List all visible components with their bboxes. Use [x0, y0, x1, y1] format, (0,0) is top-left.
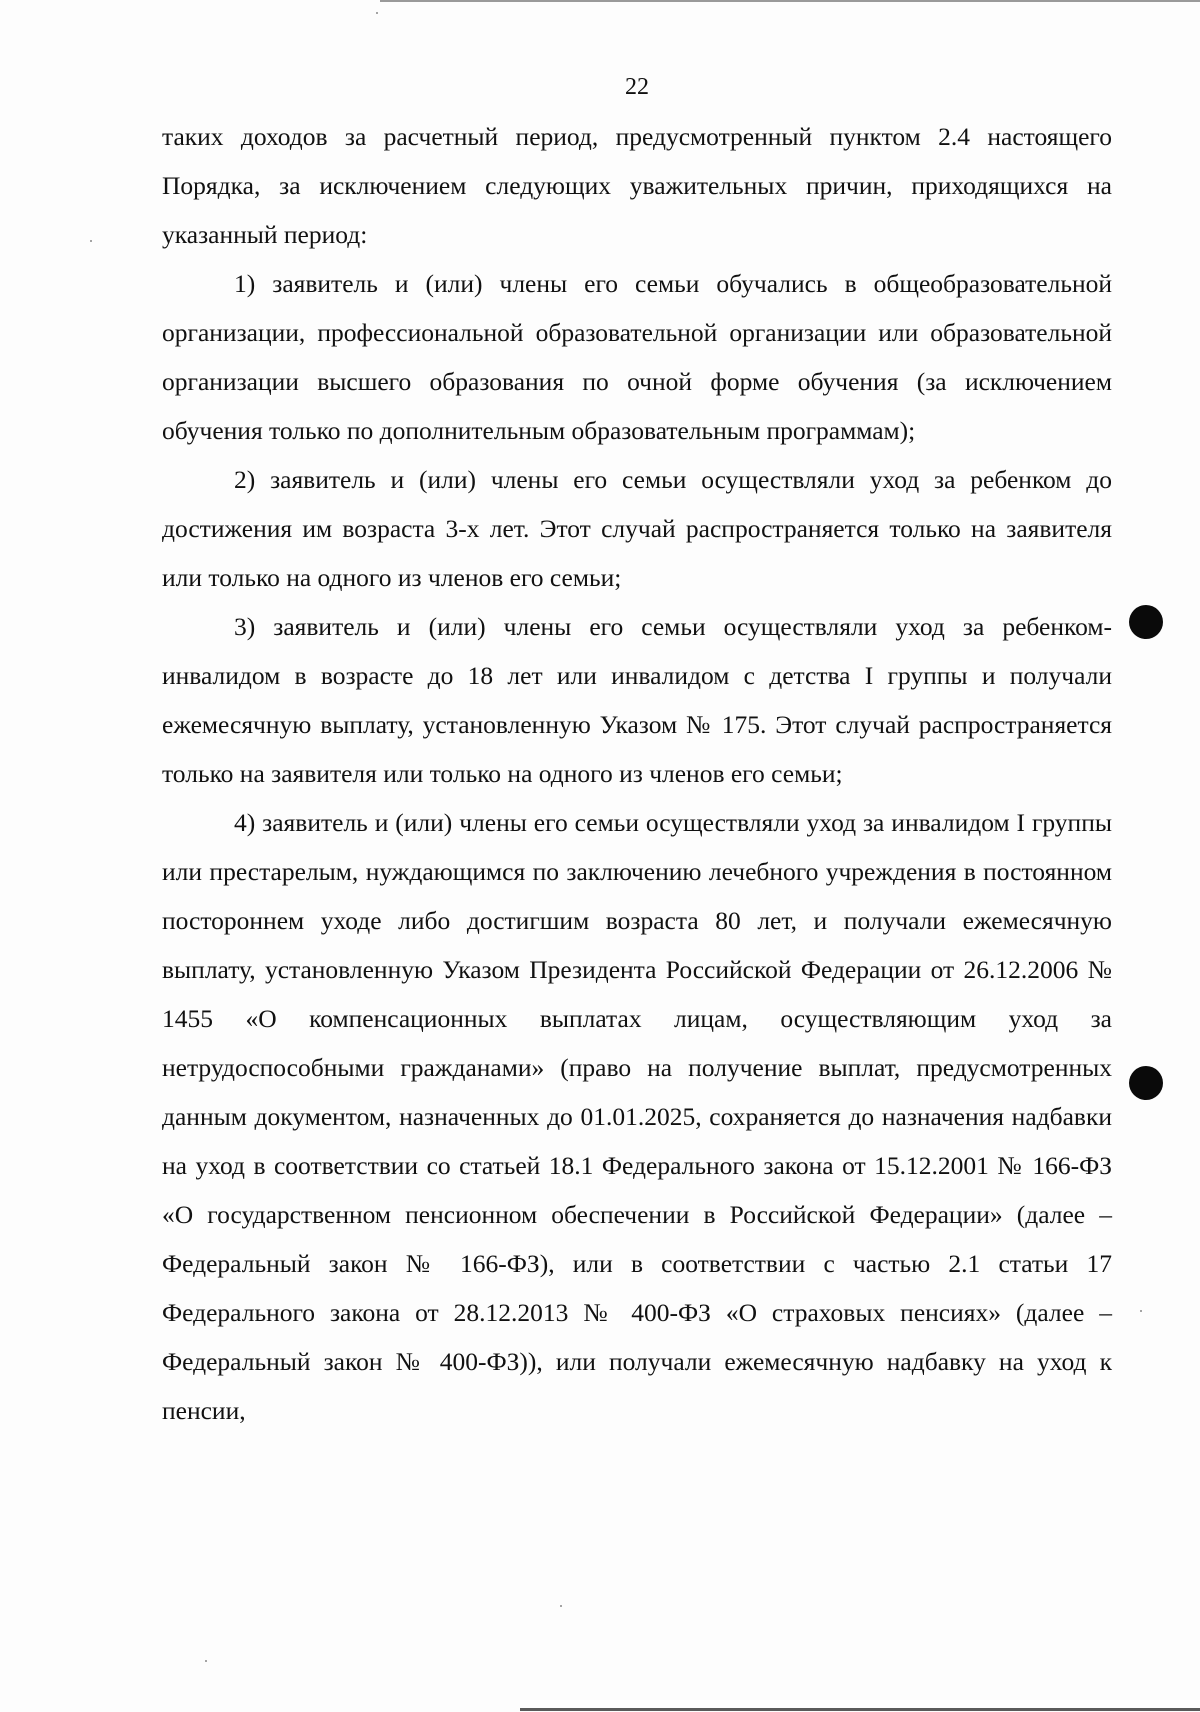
list-item-2: 2) заявитель и (или) члены его семьи осуществляли уход за ребенком до достижения им возраста 3-х лет. Этот случай распространяется только на заявителя или только на одного из членов его семьи;	[162, 465, 1112, 592]
list-item-1: 1) заявитель и (или) члены его семьи обучались в общеобразовательной организации, профессиональной образовательной организации или образовательной организации высшего образования по очной форме обучения (за исключением обучения только по дополнительным образовательным программам);	[162, 269, 1112, 445]
scan-edge-top	[380, 0, 1200, 2]
scan-speck	[90, 240, 92, 242]
paragraph-continuation: таких доходов за расчетный период, предусмотренный пунктом 2.4 настоящего Порядка, за исключением следующих уважительных причин, приходящихся на указанный период:	[162, 122, 1112, 249]
scan-speck	[560, 1605, 562, 1607]
punch-hole-icon	[1129, 1066, 1163, 1100]
list-item-4: 4) заявитель и (или) члены его семьи осуществляли уход за инвалидом I группы или престарелым, нуждающимся по заключению лечебного учреждения в постоянном постороннем уходе либо достигшим возраста 80 лет, и получали ежемесячную выплату, установленную Указом Президента Российской Федерации от 26.12.2006 № 1455 «О компенсационных выплатах лицам, осуществляющим уход за нетрудоспособными гражданами» (право на получение выплат, предусмотренных данным документом, назначенных до 01.01.2025, сохраняется до назначения надбавки на уход в соответствии со статьей 18.1 Федерального закона от 15.12.2001 № 166-ФЗ «О государственном пенсионном обеспечении в Российской Федерации» (далее – Федеральный закон № 166-ФЗ), или в соответствии с частью 2.1 статьи 17 Федерального закона от 28.12.2013 № 400-ФЗ «О страховых пенсиях» (далее – Федеральный закон № 400-ФЗ)), или получали ежемесячную надбавку на уход к пенсии,	[162, 808, 1112, 1425]
punch-hole-icon	[1129, 605, 1163, 639]
list-item-3: 3) заявитель и (или) члены его семьи осуществляли уход за ребенком-инвалидом в возрасте до 18 лет или инвалидом с детства I группы и получали ежемесячную выплату, установленную Указом № 175. Этот случай распространяется только на заявителя или только на одного из членов его семьи;	[162, 612, 1112, 788]
document-body	[162, 112, 1112, 1435]
scan-edge-bottom	[520, 1708, 1200, 1711]
scan-speck	[1140, 1310, 1142, 1312]
page-number: 22	[625, 74, 649, 100]
scan-speck	[205, 1660, 207, 1662]
scan-speck	[376, 12, 378, 14]
